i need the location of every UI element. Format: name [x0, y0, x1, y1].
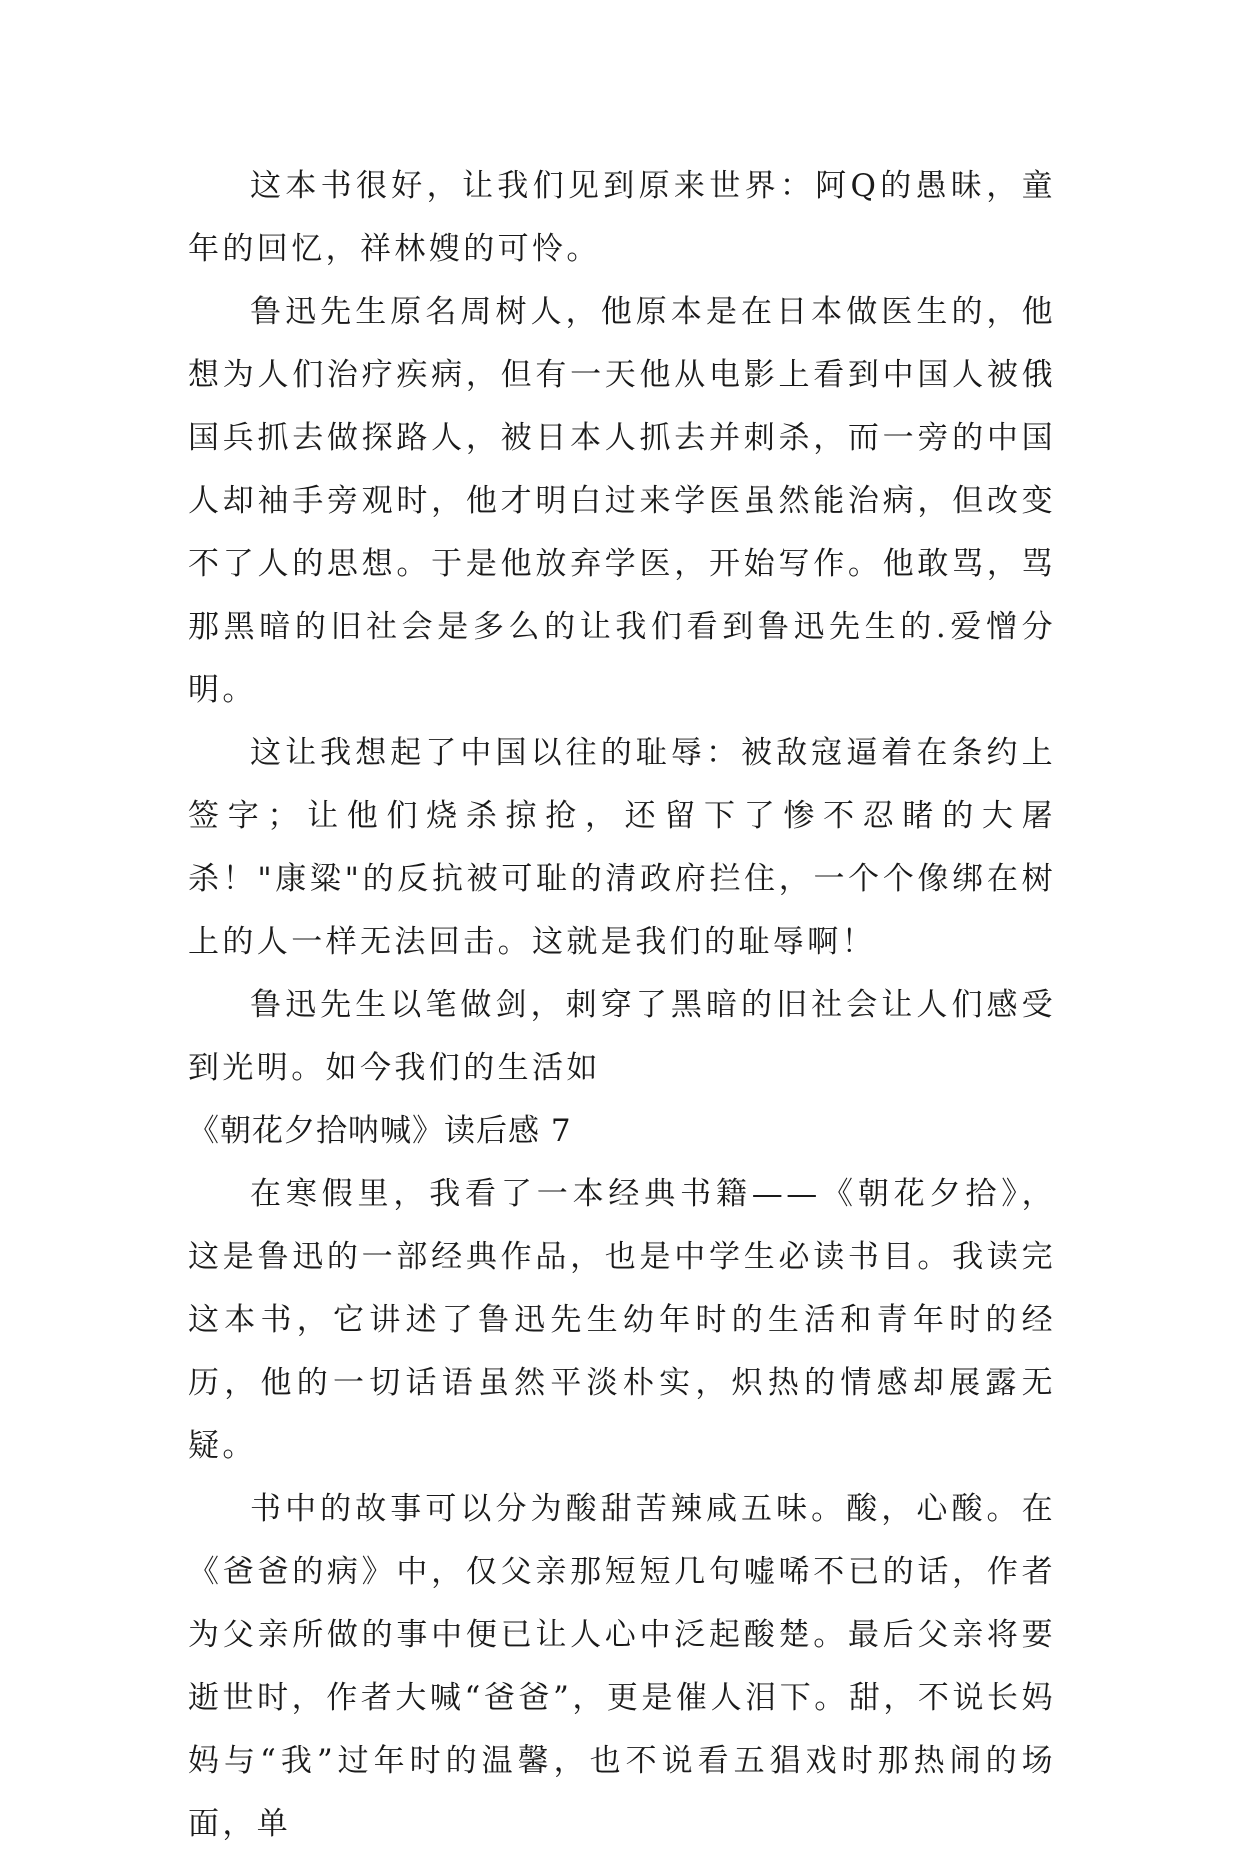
paragraph-childhood-summary: 这本书很好，让我们见到原来世界：阿Q的愚昧，童年的回忆，祥林嫂的可怜。	[188, 168, 1056, 267]
section-heading: 《朝花夕拾呐喊》读后感 7	[188, 1113, 572, 1149]
paragraph-winter-reading: 在寒假里，我看了一本经典书籍——《朝花夕拾》，这是鲁迅的一部经典作品，也是中学生必读书目。我读完这本书，它讲述了鲁迅先生幼年时的生活和青年时的经历，他的一切话语虽然平淡朴实，炽热的情感却展露无疑。	[188, 1176, 1056, 1464]
document-page	[188, 155, 1056, 1856]
paragraph-national-humiliation: 这让我想起了中国以往的耻辱：被敌寇逼着在条约上签字；让他们烧杀掠抢，还留下了惨不忍睹的大屠杀！"康粱"的反抗被可耻的清政府拦住，一个个像绑在树上的人一样无法回击。这就是我们的耻辱啊！	[188, 735, 1056, 960]
paragraph-luxun-biography: 鲁迅先生原名周树人，他原本是在日本做医生的，他想为人们治疗疾病，但有一天他从电影上看到中国人被俄国兵抓去做探路人，被日本人抓去并刺杀，而一旁的中国人却袖手旁观时，他才明白过来学医虽然能治病，但改变不了人的思想。于是他放弃学医，开始写作。他敢骂，骂那黑暗的旧社会是多么的让我们看到鲁迅先生的.爱憎分明。	[188, 294, 1056, 708]
paragraph-pen-as-sword: 鲁迅先生以笔做剑，刺穿了黑暗的旧社会让人们感受到光明。如今我们的生活如	[188, 987, 1056, 1086]
paragraph-five-flavors: 书中的故事可以分为酸甜苦辣咸五味。酸，心酸。在《爸爸的病》中，仅父亲那短短几句嘘唏不已的话，作者为父亲所做的事中便已让人心中泛起酸楚。最后父亲将要逝世时，作者大喊“爸爸”，更是催人泪下。甜，不说长妈妈与“我”过年时的温馨，也不说看五猖戏时那热闹的场面，单	[188, 1491, 1056, 1842]
